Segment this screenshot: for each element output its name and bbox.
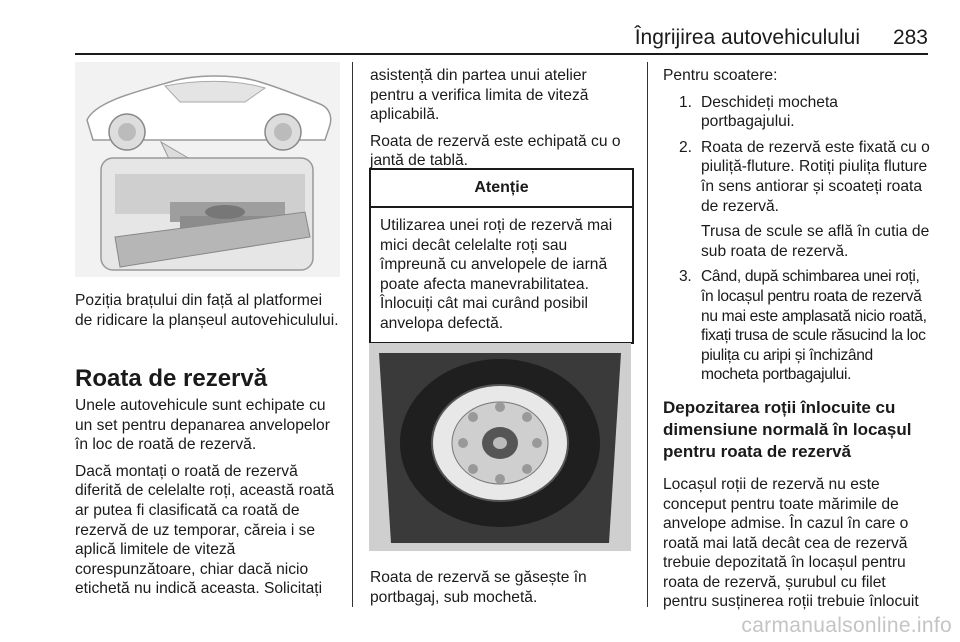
paragraph-workshop-assistance: asistență din partea unui atelier pentru a verifica limita de viteză aplicabilă. [370, 67, 589, 124]
step-2-note: Trusa de scule se află în cutia de sub roata de rezervă. [701, 223, 930, 260]
paragraph-spare-wheel-intro: Unele autovehicule sunt echipate cu un set pentru depanarea anvelopelor în loc de roată de rezervă. [75, 397, 330, 454]
warning-title: Atenție [371, 170, 632, 208]
step-text: Roata de rezervă este fixată cu o piuliță-fluture. Rotiți piulița fluture în sens antiorar și scoateți roata de rezervă. [701, 138, 930, 215]
removal-intro: Pentru scoatere: [663, 67, 778, 84]
running-header-title: Îngrijirea autovehiculului [634, 26, 860, 49]
step-text: Deschideți mocheta portbagajului. [701, 93, 838, 131]
paragraph-steel-rim: Roata de rezervă este echipată cu o jantă de tablă. [370, 132, 621, 170]
column-divider-1 [352, 62, 353, 607]
section-heading-spare-wheel: Roata de rezervă [75, 365, 268, 392]
step-text: Când, după schimbarea unei roți, în locașul pentru roata de rezervă nu mai este amplasată nicio roată, fixați trusa de scule răsucind la loc piulița cu aripi și închizând mocheta portbagajului. [701, 268, 927, 384]
step-number: 2. [679, 138, 693, 156]
warning-box [369, 168, 634, 344]
removal-steps-continued [663, 267, 931, 385]
section-heading-storage: Depozitarea roții înlocuite cu dimensiune normală în locașul pentru roata de rezervă [663, 397, 912, 461]
step-number: 3. [679, 268, 692, 286]
step-number: 1. [679, 93, 693, 111]
warning-text: Utilizarea unei roți de rezervă mai mici decât celelalte roți sau împreună cu anvelopele de iarnă poate afecta manevrabilitatea. Înlocuiți cât mai curând posibil anvelopa defectă. [380, 217, 613, 332]
list-item [663, 93, 931, 132]
page-number: 283 [892, 26, 928, 49]
header-rule [75, 53, 928, 55]
spare-wheel-photo [369, 343, 631, 551]
paragraph-storage: Locașul roții de rezervă nu este conceput pentru toate mărimile de anvelope admise. În cazul în care o roată mai lată decât cea de rezervă trebuie depozitată în locașul pentru roata de rezervă, șurubul cu filet pentru susținerea roții trebuie înlocuit [663, 475, 919, 611]
figure-caption-1: Poziția brațului din față al platformei de ridicare la planșeul autovehiculului. [75, 292, 339, 329]
list-item [663, 267, 931, 385]
car-jack-illustration [75, 62, 340, 277]
list-item [663, 138, 931, 216]
column-divider-2 [647, 62, 648, 607]
figure-caption-2: Roata de rezervă se găsește în portbagaj, sub mochetă. [370, 569, 587, 606]
watermark: carmanualsonline.info [741, 614, 952, 637]
removal-steps [663, 93, 931, 217]
paragraph-spare-wheel-temporary: Dacă montați o roată de rezervă diferită de celelalte roți, această roată ar putea fi clasificată ca roată de rezervă de uz temporar, căreia i se aplică limitele de viteză corespunzătoare, chiar dacă nicio etichetă nu indică aceasta. Solicitați [75, 462, 335, 598]
